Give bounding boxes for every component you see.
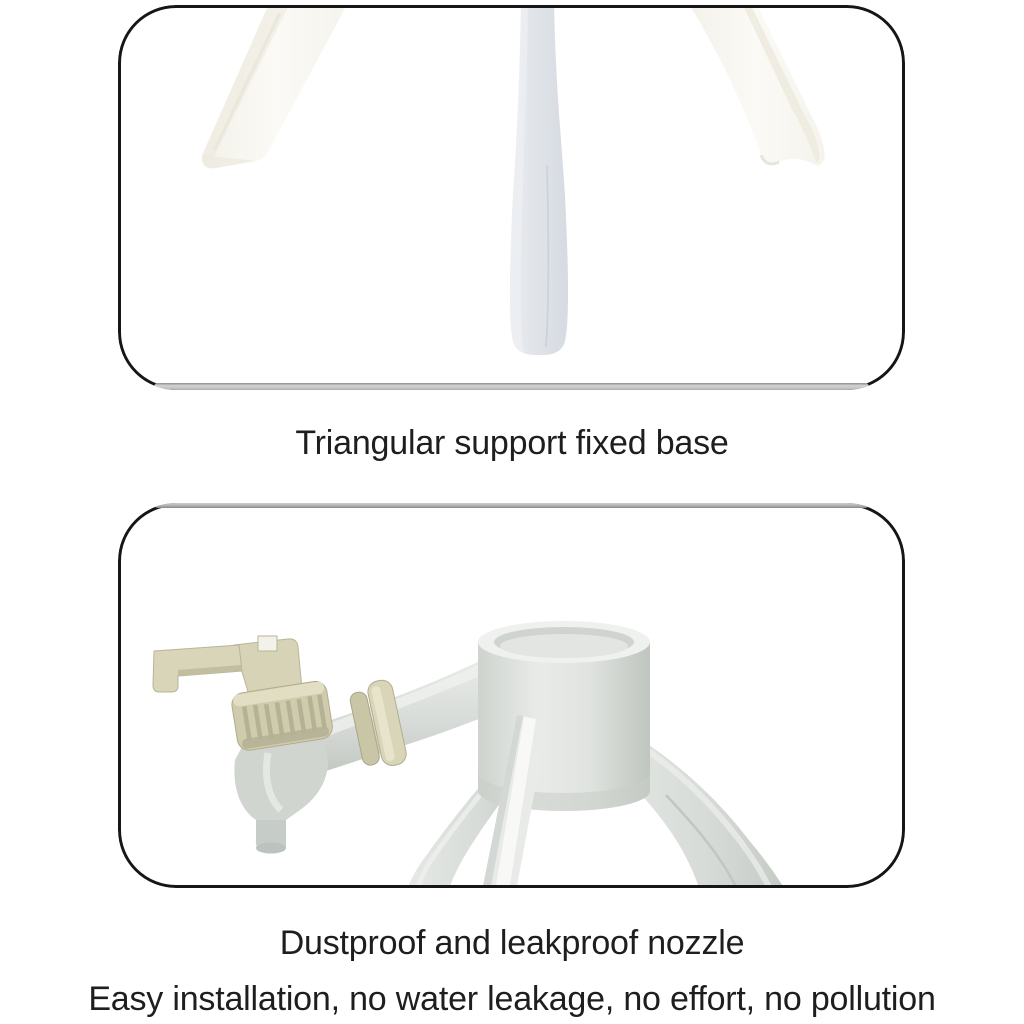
nozzle-illustration xyxy=(118,503,905,888)
left-leg-shape xyxy=(202,5,350,168)
middle-leg-shape xyxy=(510,5,568,355)
footer-tagline: Easy installation, no water leakage, no effort, no pollution xyxy=(88,980,936,1018)
product-photo-panel-nozzle xyxy=(118,503,905,888)
caption-triangular-support: Triangular support fixed base xyxy=(295,424,729,462)
right-leg-shape xyxy=(686,5,825,166)
metal-rod-bottom xyxy=(154,383,869,390)
tripod-legs-illustration xyxy=(118,5,905,390)
caption-dustproof-nozzle: Dustproof and leakproof nozzle xyxy=(279,924,745,962)
product-photo-panel-legs xyxy=(118,5,905,390)
faucet-body xyxy=(234,733,328,854)
metal-rod-top xyxy=(154,503,869,508)
